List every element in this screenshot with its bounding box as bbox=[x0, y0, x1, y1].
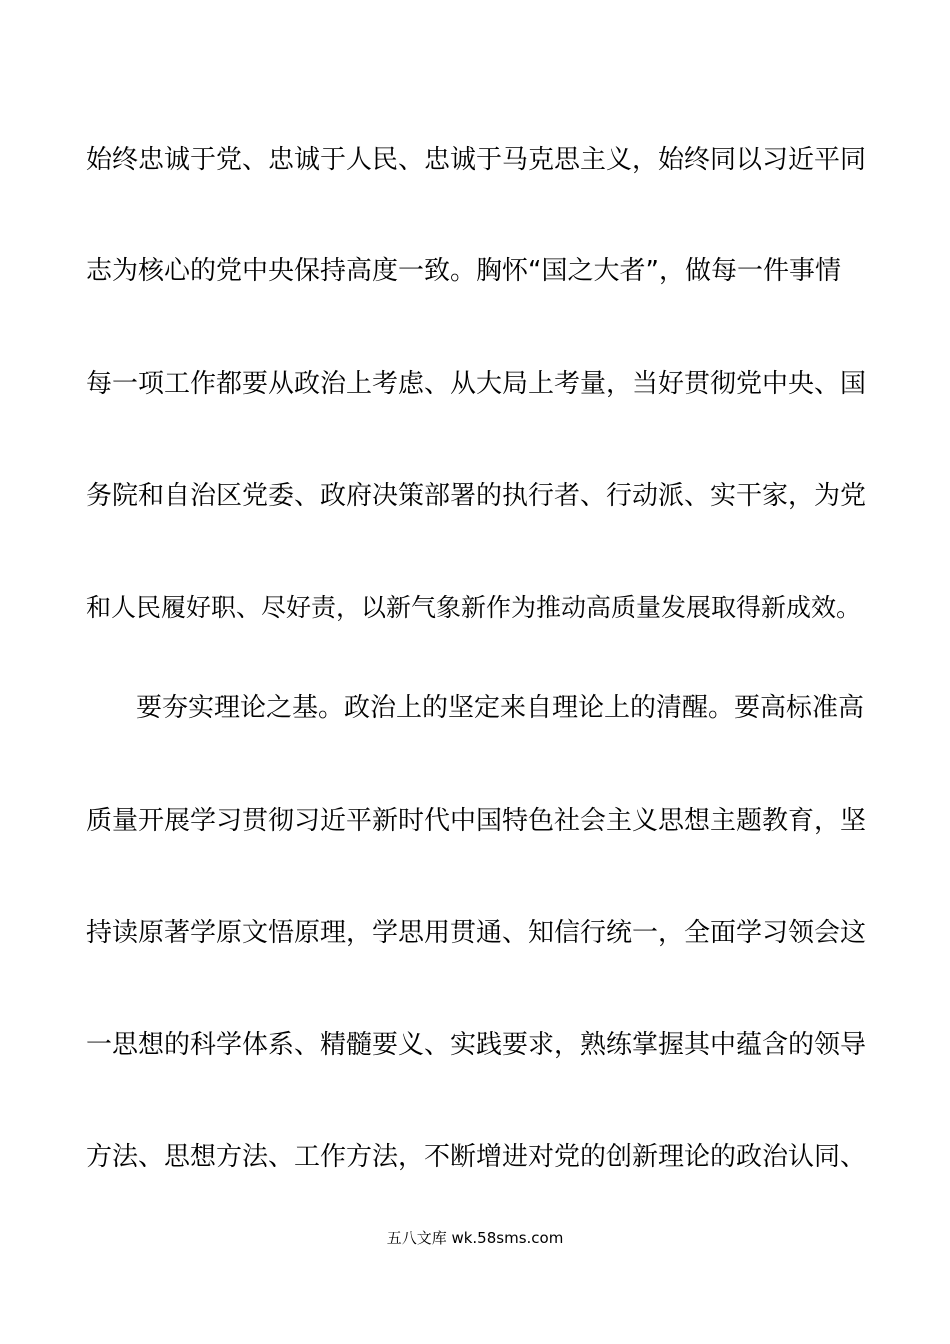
paragraph-first-line: 要夯实理论之基。政治上的坚定来自理论上的清醒。要高标准高 bbox=[136, 693, 865, 723]
text-line: 方法、思想方法、工作方法，不断增进对党的创新理论的政治认同、 bbox=[86, 1142, 867, 1172]
text-line: 持读原著学原文悟原理，学思用贯通、知信行统一，全面学习领会这 bbox=[86, 918, 867, 948]
text-line: 始终忠诚于党、忠诚于人民、忠诚于马克思主义，始终同以习近平同 bbox=[86, 145, 867, 175]
text-line: 一思想的科学体系、精髓要义、实践要求，熟练掌握其中蕴含的领导 bbox=[86, 1030, 867, 1060]
text-line: 质量开展学习贯彻习近平新时代中国特色社会主义思想主题教育，坚 bbox=[86, 806, 867, 836]
text-line: 和人民履好职、尽好责，以新气象新作为推动高质量发展取得新成效。 bbox=[86, 593, 862, 622]
page-footer: 五八文库 wk.58sms.com bbox=[386, 1229, 564, 1247]
text-line: 务院和自治区党委、政府决策部署的执行者、行动派、实干家，为党 bbox=[86, 481, 867, 511]
text-line: 每一项工作都要从政治上考虑、从大局上考量，当好贯彻党中央、国 bbox=[86, 369, 867, 399]
text-line: 志为核心的党中央保持高度一致。胸怀“国之大者”，做每一件事情 bbox=[86, 256, 841, 286]
